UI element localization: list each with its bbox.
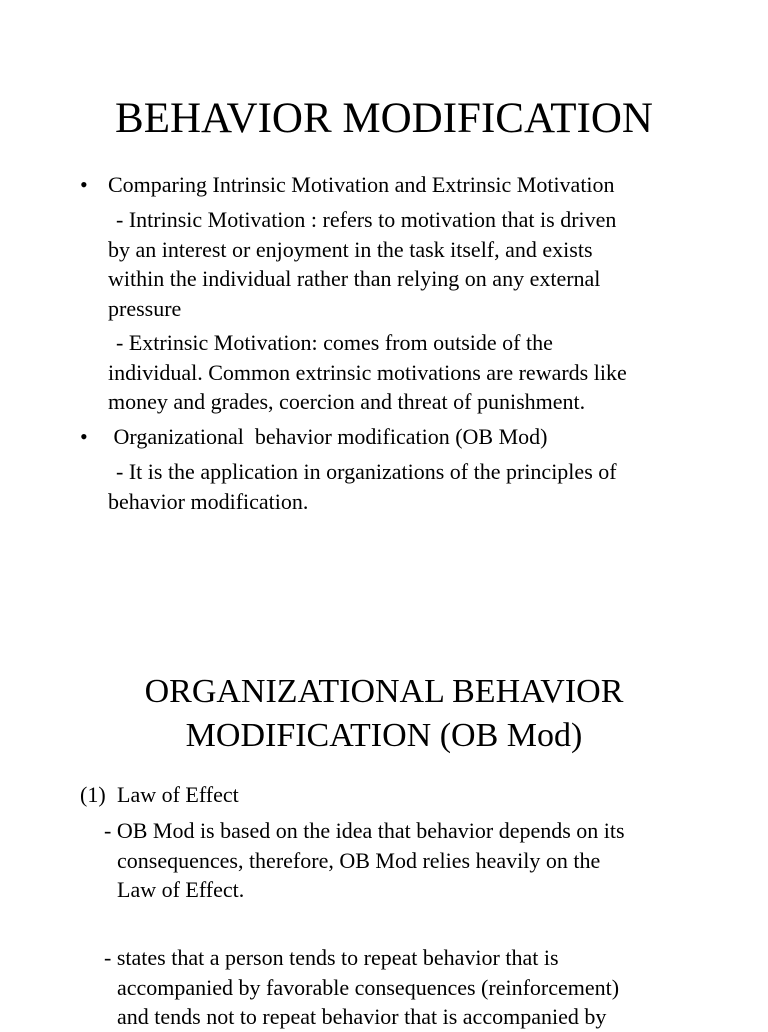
bullet-ob-mod	[108, 422, 547, 452]
text-line: - Intrinsic Motivation : refers to motivation that is driven	[116, 207, 617, 232]
title-line: MODIFICATION (OB Mod)	[185, 717, 583, 754]
text-line: by an interest or enjoyment in the task itself, and exists	[108, 236, 593, 262]
text-line: - OB Mod is based on the idea that behavior depends on its	[104, 818, 625, 843]
slide-title: BEHAVIOR MODIFICATION	[115, 95, 653, 142]
bullet-marker: •	[80, 172, 88, 197]
text-line: and tends not to repeat behavior that is accompanied by	[117, 1004, 607, 1029]
law-of-effect-paragraph	[104, 943, 619, 1032]
text-line: pressure	[108, 295, 182, 321]
slide-title	[0, 670, 768, 758]
intrinsic-motivation-paragraph	[108, 205, 616, 323]
bullet-comparing-motivation	[108, 170, 615, 200]
text-line: - states that a person tends to repeat behavior that is	[104, 945, 559, 970]
extrinsic-motivation-paragraph	[108, 328, 627, 417]
ob-mod-definition-paragraph	[108, 457, 617, 516]
text-line: behavior modification.	[108, 488, 309, 514]
text-line: - Extrinsic Motivation: comes from outside of the	[116, 330, 553, 355]
ob-mod-basis-paragraph	[104, 816, 625, 905]
text-line: individual. Common extrinsic motivations are rewards like	[108, 359, 627, 385]
bullet-marker: •	[80, 424, 88, 449]
text-line: consequences, therefore, OB Mod relies heavily on the	[117, 847, 601, 873]
slide-ob-mod	[0, 560, 768, 1029]
item-heading-law-of-effect: Law of Effect	[117, 782, 239, 807]
bullet-text: Comparing Intrinsic Motivation and Extrinsic Motivation	[108, 172, 615, 197]
text-line: accompanied by favorable consequences (reinforcement)	[117, 974, 620, 1000]
text-line: money and grades, coercion and threat of punishment.	[108, 389, 586, 414]
title-line: ORGANIZATIONAL BEHAVIOR	[144, 673, 624, 710]
text-line: Law of Effect.	[117, 877, 245, 902]
text-line: within the individual rather than relying on any external	[108, 266, 601, 291]
text-line: - It is the application in organizations of the principles of	[116, 459, 617, 484]
item-number: (1)	[80, 782, 106, 807]
bullet-text: Organizational behavior modification (OB Mod)	[108, 424, 548, 449]
